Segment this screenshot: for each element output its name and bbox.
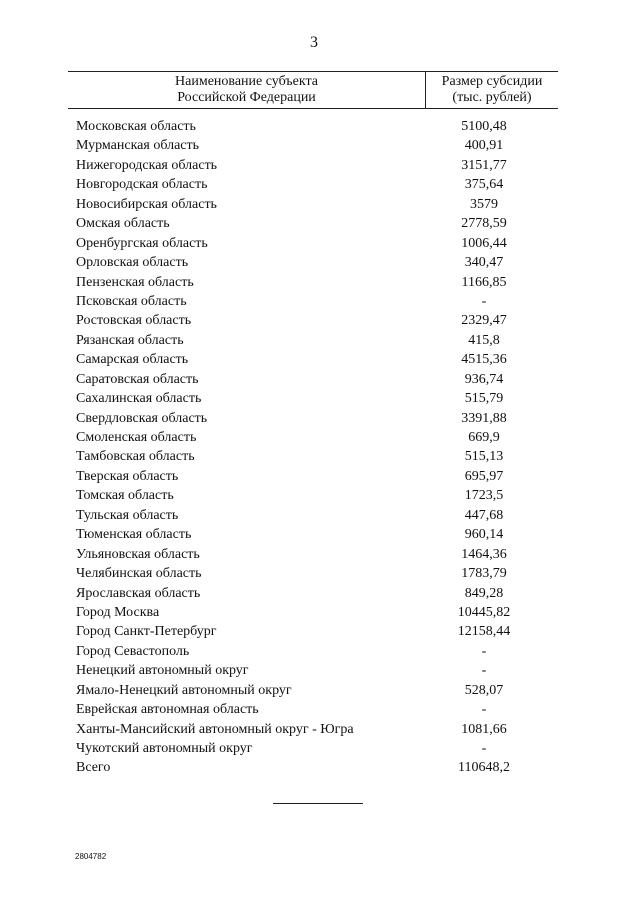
subsidy-value-cell: -	[481, 293, 487, 309]
subject-name-cell: Нижегородская область	[76, 157, 218, 173]
subsidy-value-cell: 340,47	[464, 255, 504, 271]
table-row	[76, 525, 546, 544]
subject-name-cell: Псковская область	[76, 293, 187, 309]
table-row	[76, 758, 546, 777]
subject-name-cell: Московская область	[76, 119, 196, 134]
table-row	[76, 195, 546, 214]
subject-name-cell: Оренбургская область	[76, 235, 208, 251]
subject-name-cell: Город Санкт-Петербург	[76, 624, 217, 640]
header-subsidy-amount-line1: Размер субсидии	[441, 74, 543, 89]
subsidy-value-cell: 10445,82	[457, 604, 511, 620]
table-row	[76, 273, 546, 292]
subsidy-value-cell: 3151,77	[461, 157, 507, 173]
table-row	[76, 661, 546, 680]
table-row	[76, 642, 546, 661]
table-row	[76, 311, 546, 330]
subsidy-value-cell: 12158,44	[457, 624, 511, 640]
subsidy-value-cell: 1166,85	[461, 274, 507, 290]
subsidy-value-cell: 2778,59	[461, 216, 507, 232]
subsidy-value-cell: 415,8	[468, 332, 500, 348]
subsidy-value-cell: 4515,36	[461, 352, 507, 368]
subject-name-cell: Тульская область	[76, 507, 179, 523]
subject-name-cell: Город Севастополь	[76, 643, 190, 659]
subject-name-cell: Самарская область	[76, 352, 189, 368]
table-row	[76, 428, 546, 447]
table-row	[76, 681, 546, 700]
table-row	[76, 584, 546, 603]
header-bottom-rule	[68, 108, 558, 109]
table-row	[76, 331, 546, 350]
table-row	[76, 447, 546, 466]
subject-name-cell: Рязанская область	[76, 332, 184, 348]
subject-name-cell: Омская область	[76, 216, 170, 232]
header-subject-name-line2: Российской Федерации	[177, 90, 316, 105]
subject-name-cell: Ростовская область	[76, 313, 192, 329]
table-row	[76, 175, 546, 194]
subsidy-value-cell: -	[481, 741, 487, 756]
subsidy-value-cell: 960,14	[464, 527, 504, 543]
subject-name-cell: Ярославская область	[76, 585, 201, 601]
subsidy-value-cell: 1006,44	[461, 235, 507, 251]
table-row	[76, 409, 546, 428]
table-row	[76, 234, 546, 253]
header-subject-name-line1: Наименование субъекта	[175, 74, 318, 89]
end-of-document-rule	[273, 803, 363, 804]
subject-name-cell: Сахалинская область	[76, 391, 202, 407]
subject-name-cell: Ульяновская область	[76, 546, 200, 562]
subsidy-value-cell: 400,91	[464, 138, 504, 154]
subject-name-cell: Ненецкий автономный округ	[76, 663, 249, 679]
subject-name-cell: Город Москва	[76, 604, 160, 620]
subsidy-value-cell: 1464,36	[461, 546, 507, 562]
subsidy-value-cell: 1081,66	[461, 721, 507, 737]
table-row	[76, 564, 546, 583]
subsidy-value-cell: 3579	[470, 196, 498, 212]
document-code: 2804782	[75, 852, 107, 861]
table-row	[76, 720, 546, 739]
table-row	[76, 156, 546, 175]
subject-name-cell: Ямало-Ненецкий автономный округ	[76, 682, 292, 698]
subsidy-table-body	[76, 117, 546, 778]
subject-name-cell: Чукотский автономный округ	[76, 741, 253, 756]
subsidy-value-cell: 2329,47	[461, 313, 507, 329]
subsidy-value-cell: 447,68	[464, 507, 504, 523]
subsidy-value-cell: 1723,5	[464, 488, 504, 504]
header-subject-name	[68, 74, 425, 106]
subsidy-value-cell: -	[481, 663, 487, 679]
subsidy-value-cell: 528,07	[464, 682, 504, 698]
subject-name-cell: Челябинская область	[76, 566, 202, 582]
subsidy-value-cell: 3391,88	[461, 410, 507, 426]
subject-name-cell: Ханты-Мансийский автономный округ - Югра	[76, 721, 354, 737]
subsidy-value-cell: 515,79	[464, 391, 504, 407]
table-row	[76, 506, 546, 525]
subject-name-cell: Новосибирская область	[76, 196, 217, 212]
table-row	[76, 622, 546, 641]
subsidy-value-cell: 515,13	[464, 449, 504, 465]
table-row	[76, 253, 546, 272]
table-row	[76, 370, 546, 389]
subject-name-cell: Еврейская автономная область	[76, 702, 259, 718]
subject-name-cell: Орловская область	[76, 255, 189, 271]
subject-name-cell: Томская область	[76, 488, 174, 504]
table-row	[76, 700, 546, 719]
table-row	[76, 292, 546, 311]
table-row	[76, 350, 546, 369]
table-row	[76, 214, 546, 233]
table-row	[76, 486, 546, 505]
subject-name-cell: Тюменская область	[76, 527, 192, 543]
table-row	[76, 603, 546, 622]
table-row	[76, 117, 546, 136]
subsidy-value-cell: 1783,79	[461, 566, 507, 582]
table-row	[76, 136, 546, 155]
subsidy-value-cell: 936,74	[464, 371, 504, 387]
page-number: 3	[310, 34, 318, 51]
table-row	[76, 545, 546, 564]
subsidy-value-cell: 849,28	[464, 585, 504, 601]
subsidy-value-cell: 375,64	[464, 177, 504, 193]
subject-name-cell: Смоленская область	[76, 430, 197, 445]
subject-name-cell: Свердловская область	[76, 410, 208, 426]
table-row	[76, 739, 546, 758]
subject-name-cell: Тамбовская область	[76, 449, 195, 465]
subject-name-cell: Пензенская область	[76, 274, 194, 290]
subsidy-value-cell: 5100,48	[461, 119, 507, 134]
subsidy-value-cell: 669,9	[468, 430, 500, 445]
table-top-rule	[68, 71, 558, 72]
subject-name-cell: Саратовская область	[76, 371, 199, 387]
subsidy-value-cell: -	[481, 702, 487, 718]
table-row	[76, 467, 546, 486]
subsidy-value-cell: 110648,2	[458, 760, 510, 776]
subject-name-cell: Мурманская область	[76, 138, 200, 154]
subject-name-cell: Всего	[76, 760, 111, 776]
header-subsidy-amount-line2: (тыс. рублей)	[452, 90, 532, 105]
table-row	[76, 389, 546, 408]
subsidy-value-cell: -	[481, 643, 487, 659]
subject-name-cell: Тверская область	[76, 468, 179, 484]
subsidy-value-cell: 695,97	[464, 468, 504, 484]
header-subsidy-amount	[426, 74, 558, 106]
subject-name-cell: Новгородская область	[76, 177, 208, 193]
